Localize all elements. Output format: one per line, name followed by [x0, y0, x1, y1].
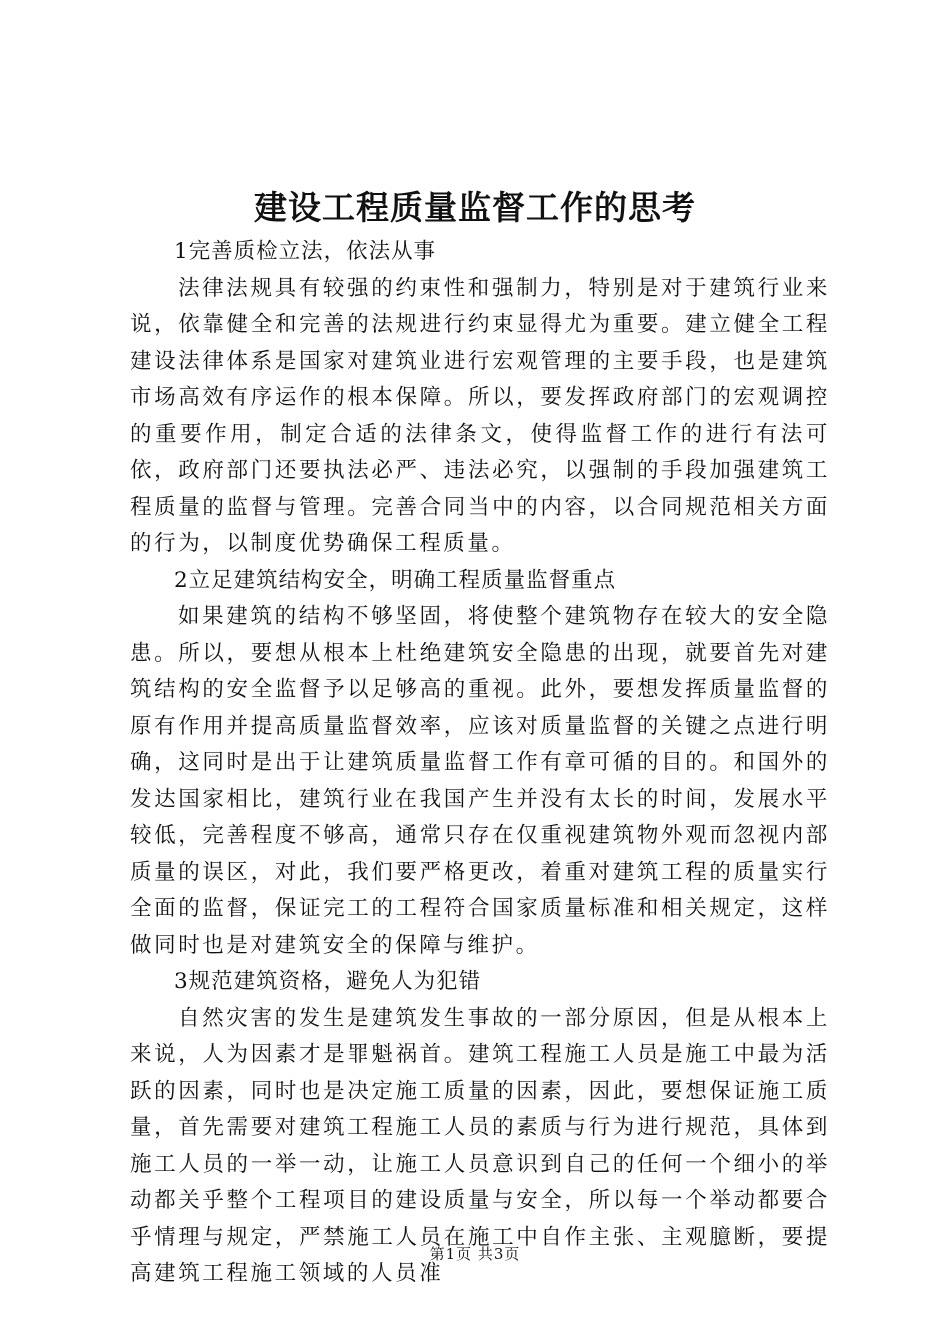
section-paragraph-2: 如果建筑的结构不够坚固，将使整个建筑物存在较大的安全隐患。所以，要想从根本上杜绝建筑安全隐患的出现，就要首先对建筑结构的安全监督予以足够高的重视。此外，要想发挥质量监督的原有作用并提高质量监督效率，应该对质量监督的关键之点进行明确，这同时是出于让建筑质量监督工作有章可循的目的。和国外的发达国家相比，建筑行业在我国产生并没有太长的时间，发展水平较低，完善程度不够高，通常只存在仅重视建筑物外观而忽视内部质量的误区，对此，我们要严格更改，着重对建筑工程的质量实行全面的监督，保证完工的工程符合国家质量标准和相关规定，这样做同时也是对建筑安全的保障与维护。	[130, 604, 830, 958]
section-heading-2: 2立足建筑结构安全，明确工程质量监督重点	[174, 567, 617, 593]
page-number-footer: 第1页 共3页	[429, 1245, 521, 1263]
document-title: 建设工程质量监督工作的思考	[254, 188, 696, 227]
section-paragraph-1: 法律法规具有较强的约束性和强制力，特别是对于建筑行业来说，依靠健全和完善的法规进行约束显得尤为重要。建立健全工程建设法律体系是国家对建筑业进行宏观管理的主要手段，也是建筑市场高效有序运作的根本保障。所以，要发挥政府部门的宏观调控的重要作用，制定合适的法律条文，使得监督工作的进行有法可依，政府部门还要执法必严、违法必究，以强制的手段加强建筑工程质量的监督与管理。完善合同当中的内容，以合同规范相关方面的行为，以制度优势确保工程质量。	[130, 275, 830, 556]
section-heading-3: 3规范建筑资格，避免人为犯错	[174, 969, 482, 994]
section-paragraph-3: 自然灾害的发生是建筑发生事故的一部分原因，但是从根本上来说，人为因素才是罪魁祸首。建筑工程施工人员是施工中最为活跃的因素，同时也是决定施工质量的因素，因此，要想保证施工质量，首先需要对建筑工程施工人员的素质与行为进行规范，具体到施工人员的一举一动，让施工人员意识到自己的任何一个细小的举动都关乎整个工程项目的建设质量与安全，所以每一个举动都要合乎情理与规定，严禁施工人员在施工中自作主张、主观臆断，要提高建筑工程施工领域的人员准	[130, 1005, 830, 1286]
document-body	[130, 234, 830, 1293]
section-heading-1: 1完善质检立法，依法从事	[174, 239, 437, 264]
